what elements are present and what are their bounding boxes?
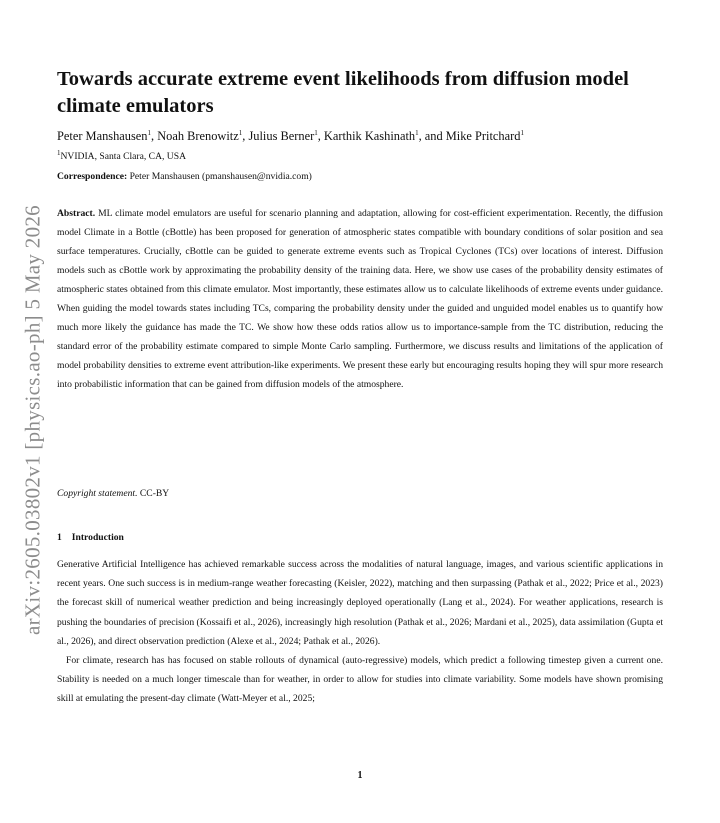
author-name: Noah Brenowitz — [157, 129, 239, 143]
copyright-text: CC-BY — [139, 488, 170, 499]
author-affiliation-mark: 1 — [147, 128, 151, 137]
author-name: Mike Pritchard — [445, 129, 521, 143]
author-list — [57, 129, 524, 144]
affiliation-mark: 1 — [57, 148, 61, 157]
abstract-label: Abstract. — [57, 208, 96, 219]
paragraph: For climate, research has has focused on stable rollouts of dynamical (auto-regressive) models, which predict a following timestep given a current one. Stability is needed on a much longer timescale than for weather, in order to allow for studies into climate variability. Some models have shown promising skill at emulating the present-day climate (Watt-Meyer et al., 2025; — [57, 655, 663, 705]
abstract — [57, 204, 663, 394]
paragraph: Generative Artificial Intelligence has achieved remarkable success across the modalities of natural language, images, and various scientific applications in recent years. One such success is in medium-range weather forecasting (Keisler, 2022), matching and then surpassing (Pathak et al., 2022; Price et al., 2023) the forecast skill of numerical weather prediction and being increasingly deployed operationally (Lang et al., 2024). For weather applications, research is pushing the boundaries of precision (Kossaifi et al., 2026), increasingly high resolution (Pathak et al., 2026; Mardani et al., 2025), data assimilation (Gupta et al., 2026), and direct observation prediction (Alexe et al., 2024; Pathak et al., 2026). — [57, 559, 663, 647]
section-number: 1 — [57, 532, 62, 543]
author-separator: , — [151, 129, 158, 143]
author-affiliation-mark: 1 — [415, 128, 419, 137]
author-separator: , and — [418, 129, 446, 143]
author-name: Karthik Kashinath — [323, 129, 416, 143]
copyright-statement — [57, 488, 169, 499]
affiliation-text: NVIDIA, Santa Clara, CA, USA — [60, 151, 187, 162]
author-affiliation-mark: 1 — [314, 128, 318, 137]
body-text — [57, 555, 663, 709]
author-name: Peter Manshausen — [57, 129, 148, 143]
abstract-text: ML climate model emulators are useful for scenario planning and adaptation, allowing for cost-efficient experimentation. Recently, the diffusion model Climate in a Bottle (cBottle) has been proposed for generation of atmospheric states compatible with boundary conditions of solar position and sea surface temperatures. Crucially, cBottle can be guided to generate extreme events such as Tropical Cyclones (TCs) over locations of interest. Diffusion models such as cBottle work by approximating the probability density of the training data. Here, we show use cases of the probability density estimates of atmospheric states obtained from this climate emulator. Most importantly, these estimates allow us to calculate likelihoods of extreme events under guidance. When guiding the model towards states including TCs, comparing the probability density under the guided and unguided model enables us to quantify how much more likely the guidance has made the TC. We show how these odds ratios allow us to importance-sample from the TC distribution, reducing the standard error of the probability estimate compared to simple Monte Carlo sampling. Furthermore, we discuss results and limitations of the application of model probability densities to extreme event attribution-like experiments. We present these early but encouraging results hoping they will spur more research into probabilistic information that can be gained from diffusion models of the atmosphere. — [57, 208, 663, 390]
author-separator: , — [242, 129, 249, 143]
author-affiliation-mark: 1 — [520, 128, 524, 137]
correspondence — [57, 171, 312, 182]
arxiv-identifier: arXiv:2605.03802v1 [physics.ao-ph] 5 May 2026 — [20, 205, 45, 635]
correspondence-text: Peter Manshausen (pmanshausen@nvidia.com) — [129, 171, 312, 182]
section-title: Introduction — [71, 532, 124, 543]
author-affiliation-mark: 1 — [238, 128, 243, 137]
section-heading — [57, 532, 124, 543]
arxiv-sidebar-stamp — [18, 170, 48, 670]
correspondence-label: Correspondence: — [57, 171, 128, 182]
copyright-label: Copyright statement. — [57, 488, 138, 499]
page-number: 1 — [357, 770, 363, 781]
author-separator: , — [317, 129, 324, 143]
paper-title: Towards accurate extreme event likelihoods from diffusion model climate emulators — [57, 68, 629, 117]
affiliation — [57, 148, 187, 162]
author-name: Julius Berner — [248, 129, 315, 143]
